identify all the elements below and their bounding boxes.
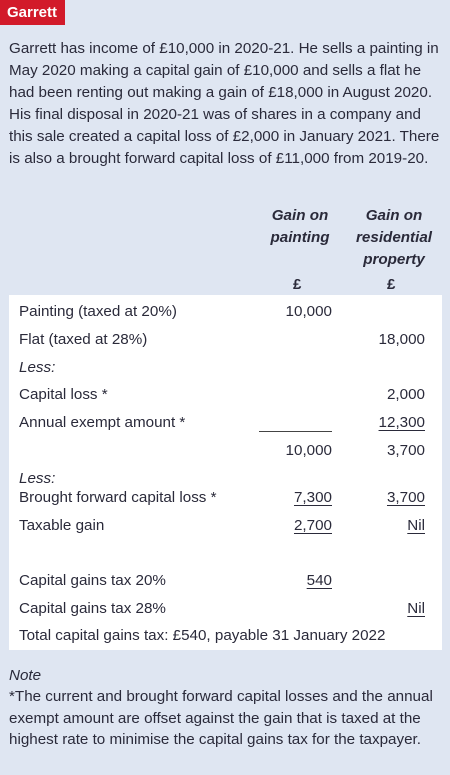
column-header-painting <box>262 205 338 249</box>
column-header-property <box>352 205 436 271</box>
row-label-cgt-20: Capital gains tax 20% <box>19 572 166 589</box>
note-text: *The current and brought forward capital losses and the annual exempt amount are offset against the gain that is taxed at the highest rate to minimise the capital gains tax for the taxpayer. <box>9 688 433 748</box>
value-taxable-property: Nil <box>407 517 425 534</box>
column-header-line: property <box>363 251 425 268</box>
value-bf-loss-painting: 7,300 <box>293 489 332 506</box>
column-header-line: painting <box>270 229 330 246</box>
column-header-line: Gain on <box>365 207 423 224</box>
intro-paragraph: Garrett has income of £10,000 in 2020-21. He sells a painting in May 2020 making a capital gain of £10,000 and sells a flat he had been renting out making a gain of £18,000 in August 2020. His final disposal in 2020-21 was of shares in a company and this sale created a capital loss of £2,000 in January 2021. There is also a brought forward capital loss of £11,000 from 2019-20. <box>9 40 440 167</box>
row-label-less: Less: <box>19 359 56 376</box>
unit-painting: £ <box>293 276 302 293</box>
title-tag: Garrett <box>0 0 65 25</box>
row-label-taxable-gain: Taxable gain <box>19 517 105 534</box>
unit-property: £ <box>387 276 396 293</box>
value-cgt-28: Nil <box>407 600 425 617</box>
total-cgt-line: Total capital gains tax: £540, payable 31 January 2022 <box>19 627 386 644</box>
row-label-painting: Painting (taxed at 20%) <box>19 303 177 320</box>
value-painting-gain: 10,000 <box>285 303 332 320</box>
column-header-line: Gain on <box>271 207 329 224</box>
row-label-less: Less: <box>19 470 56 487</box>
row-label-flat: Flat (taxed at 28%) <box>19 331 148 348</box>
column-header-line: residential <box>356 229 432 246</box>
value-flat-gain: 18,000 <box>378 331 425 348</box>
value-taxable-painting: 2,700 <box>293 517 332 534</box>
underline-blank-painting <box>259 431 332 432</box>
value-annual-exempt: 12,300 <box>378 414 425 431</box>
value-cgt-20: 540 <box>306 572 332 589</box>
row-label-capital-loss: Capital loss * <box>19 386 108 403</box>
row-label-cgt-28: Capital gains tax 28% <box>19 600 166 617</box>
value-subtotal-painting: 10,000 <box>285 442 332 459</box>
value-subtotal-property: 3,700 <box>386 442 425 459</box>
value-bf-loss-property: 3,700 <box>386 489 425 506</box>
row-label-bf-loss: Brought forward capital loss * <box>19 489 217 506</box>
note-title: Note <box>9 667 42 684</box>
row-label-annual-exempt: Annual exempt amount * <box>19 414 186 431</box>
value-capital-loss: 2,000 <box>386 386 425 403</box>
